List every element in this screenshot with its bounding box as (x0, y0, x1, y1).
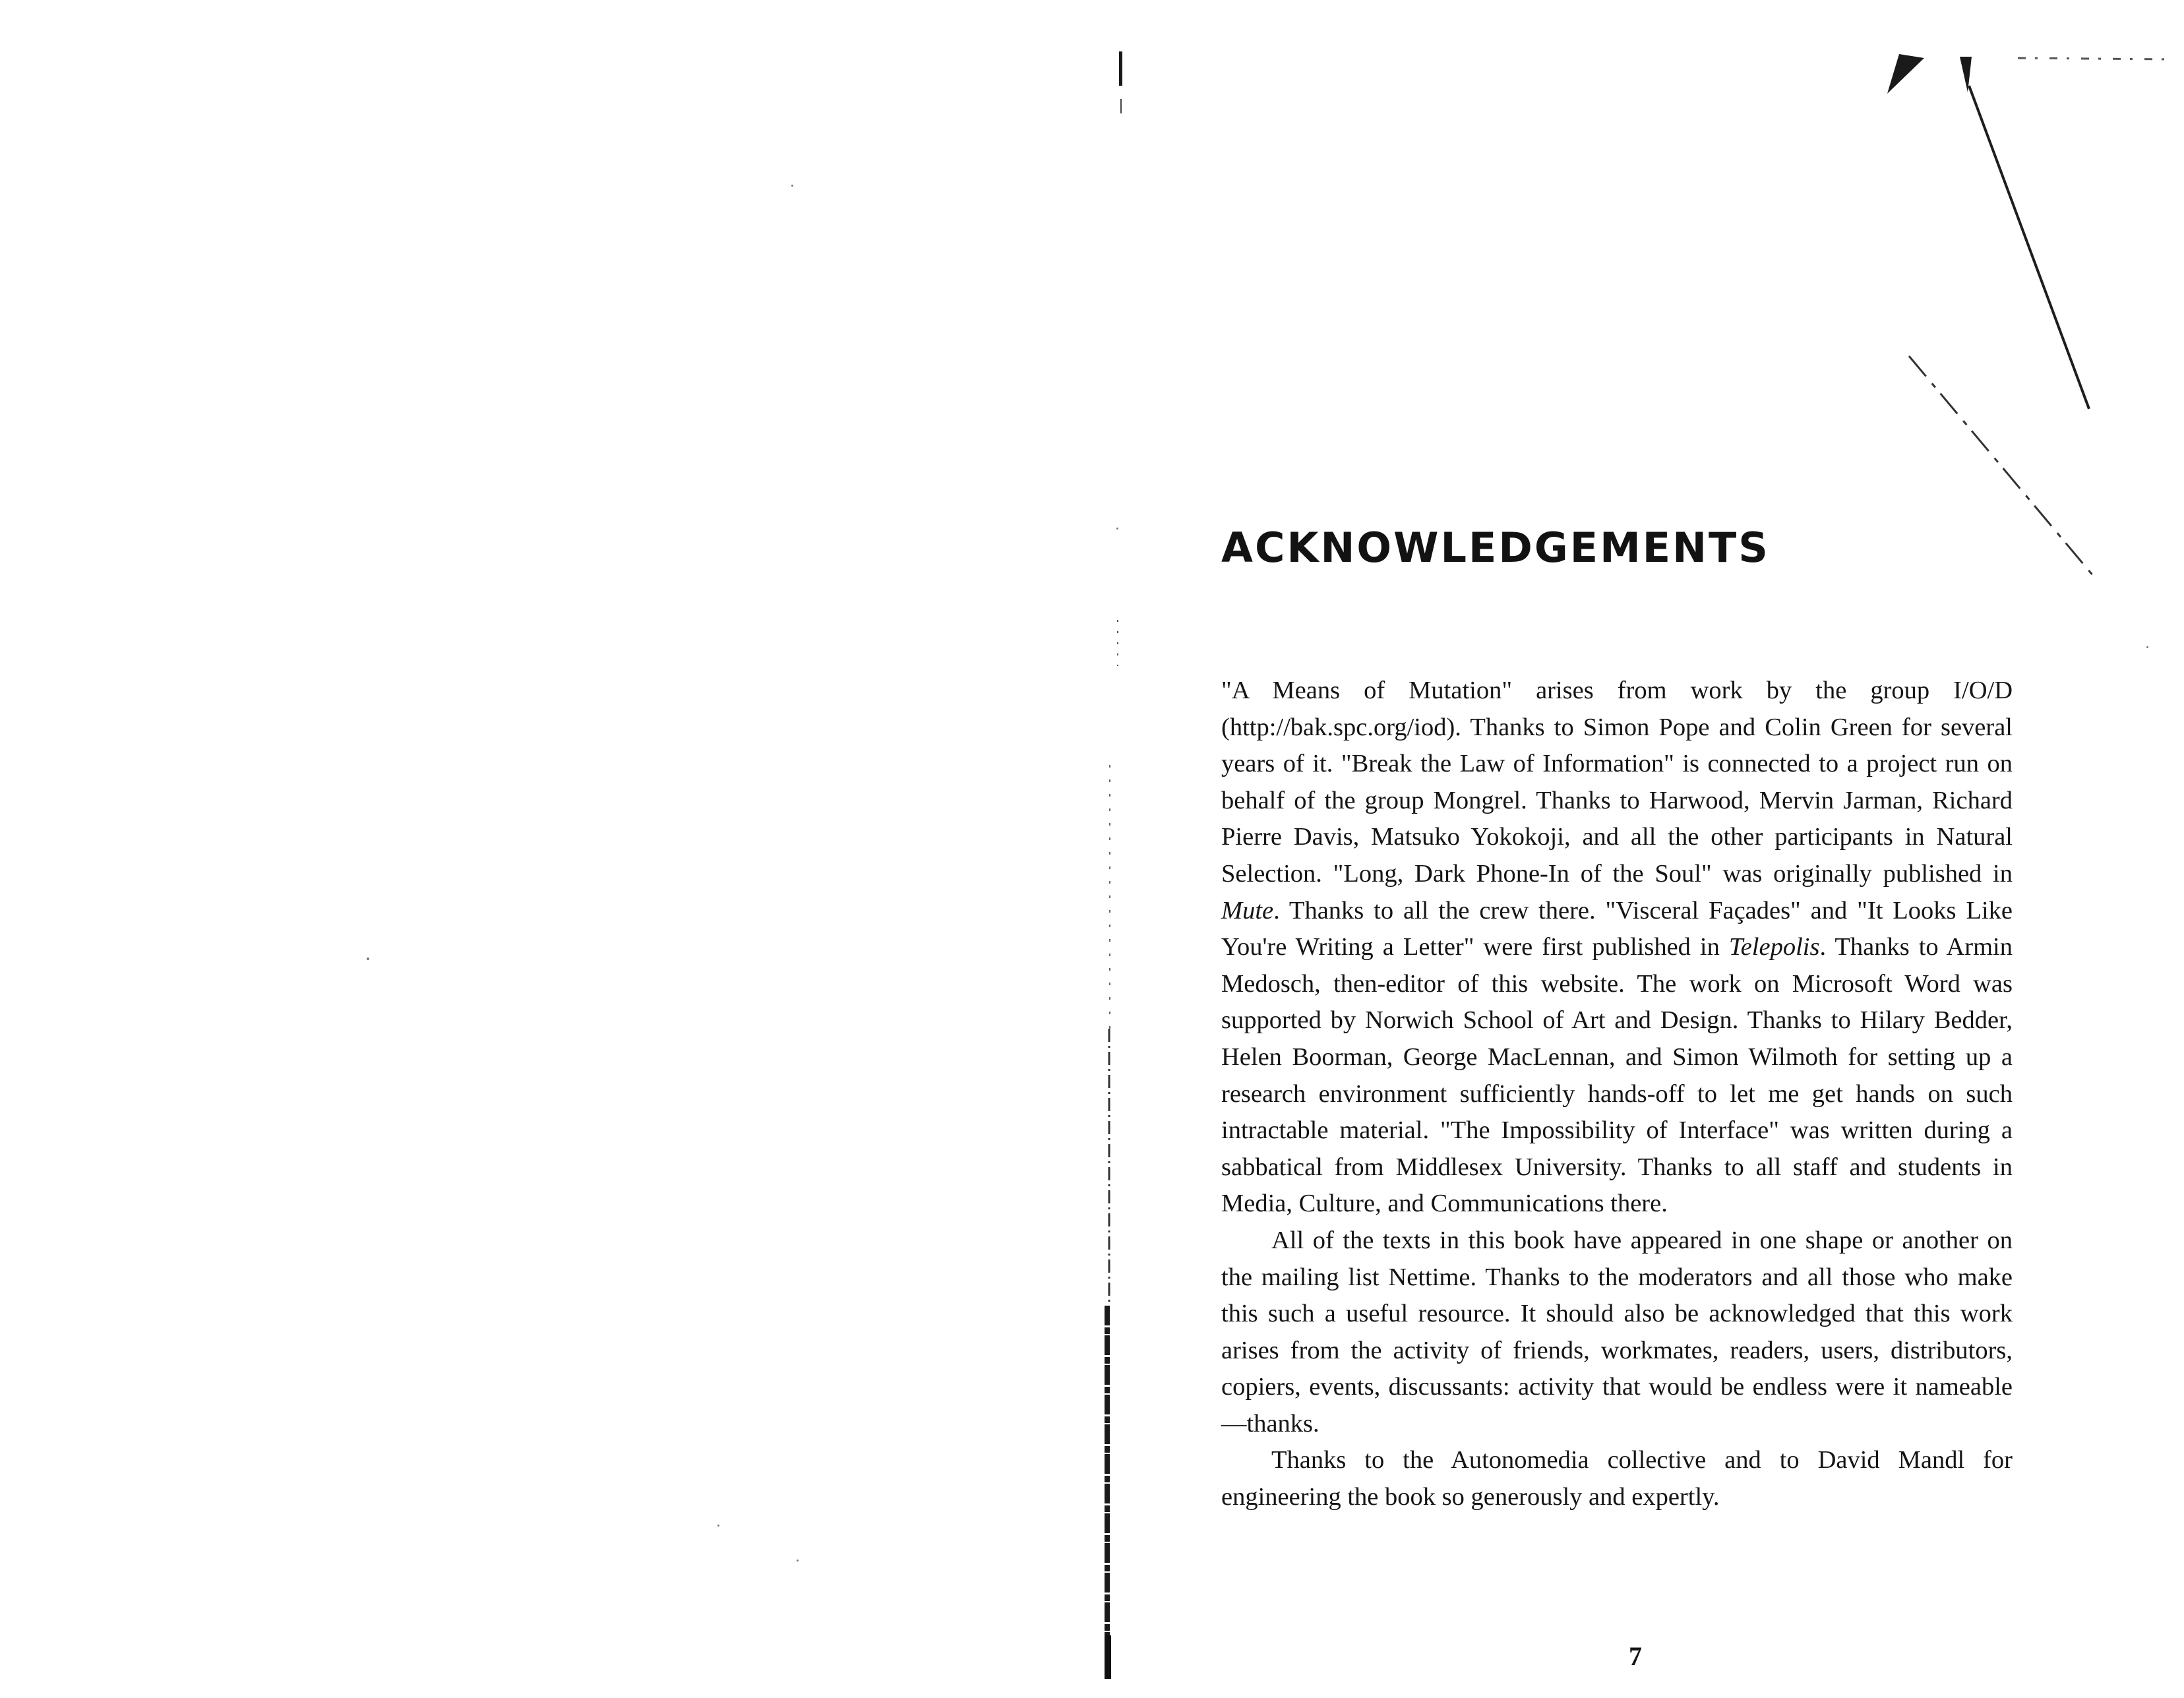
speck (2146, 646, 2148, 648)
paragraph-3: Thanks to the Autonomedia collective and to David Mandl for engineering the book so generously and expertly. (1221, 1446, 2013, 1511)
speck (797, 1560, 799, 1562)
speck (367, 957, 369, 960)
speck (791, 185, 793, 187)
speck (1116, 528, 1118, 530)
paragraph-1: "A Means of Mutation" arises from work by the group I/O/D (http://bak.spc.org/iod). Thanks to Simon Pope and Colin Green for several years of it. "Break the Law of Information" is connected to a project run on behalf of the group Mongrel. Thanks to Harwood, Mervin Jarman, Richard Pierre Davis, Matsuko Yokokoji, and all the other participants in Natural Selection. "Long, Dark Phone-In of the Soul" was originally published in Mute. Thanks to all the crew there. "Visceral Façades" and "It Looks Like You're Writing a Letter" were first published in Telepolis. Thanks to Armin Medosch, then-editor of this website. The work on Microsoft Word was supported by Norwich School of Art and Design. Thanks to Hilary Bedder, Helen Boorman, George MacLennan, and Simon Wilmoth for setting up a research environment sufficiently hands-off to let me get hands on such intractable material. "The Impossibility of Interface" was written during a sabbatical from Middlesex University. Thanks to all staff and students in Media, Culture, and Communications there. (1221, 677, 2013, 1218)
italic-title-telepolis: Telepolis (1728, 933, 1820, 961)
acknowledgements-body (1221, 673, 2013, 1516)
page-number: 7 (1629, 1641, 1642, 1671)
italic-title-mute: Mute (1221, 896, 1274, 925)
paragraph-2: All of the texts in this book have appeared in one shape or another on the mailing list Nettime. Thanks to the moderators and all those who make this such a useful resource. It should also be acknowledged that this work arises from the activity of friends, workmates, readers, users, distributors, copiers, events, discussants: activity that would be endless were it nameable—thanks. (1221, 1226, 2013, 1438)
speck (717, 1525, 719, 1527)
page-title: ACKNOWLEDGEMENTS (1221, 524, 1770, 572)
